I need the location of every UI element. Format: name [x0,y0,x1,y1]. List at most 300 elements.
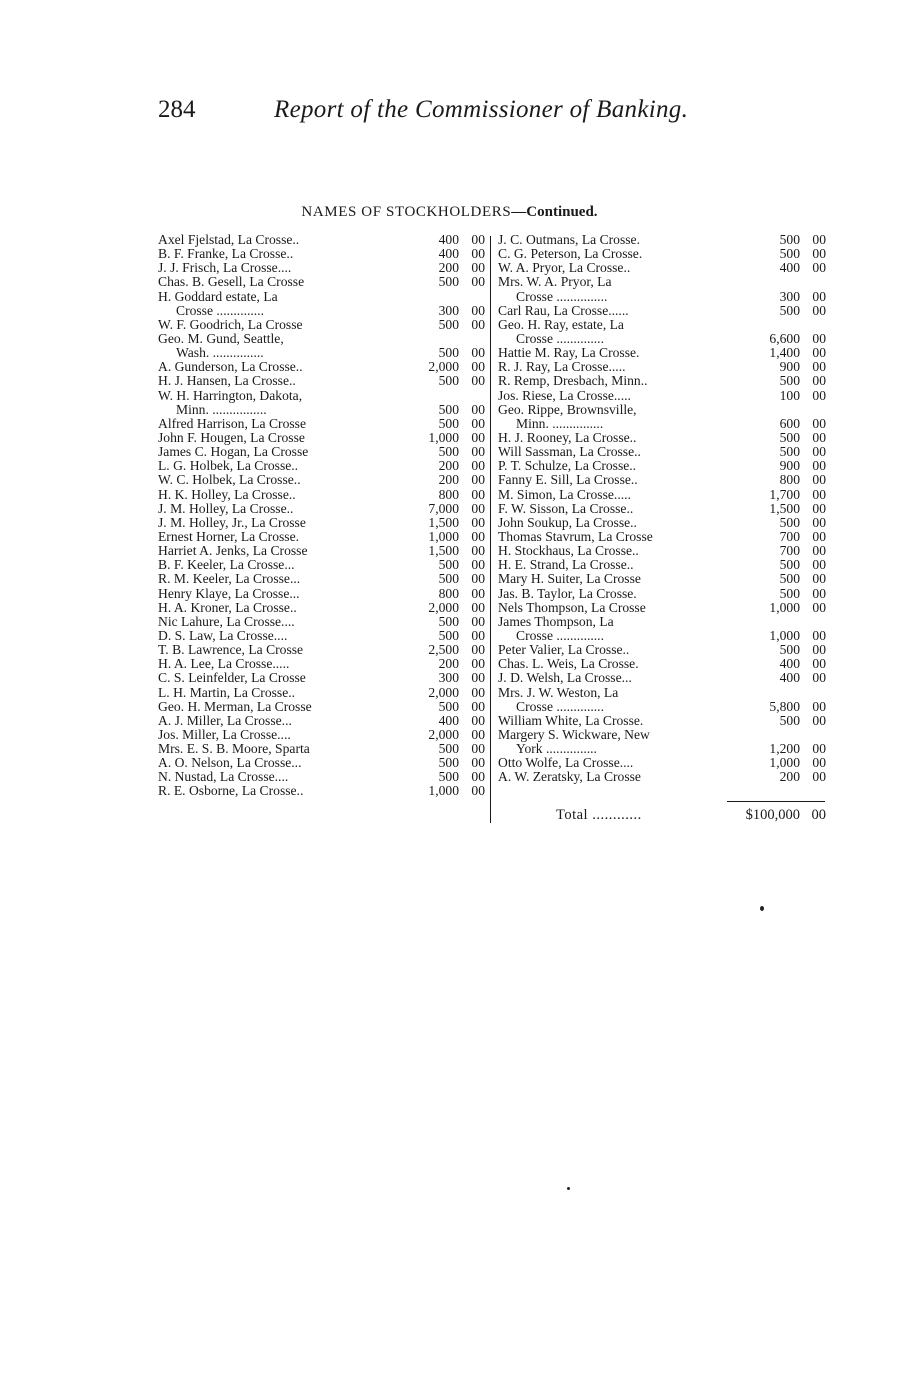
share-amount-dollars: 400 [438,712,459,728]
stockholder-row [158,304,485,318]
stockholder-name: Crosse .............. [516,628,604,643]
stockholder-row [158,332,485,346]
section-continued: —Continued. [511,204,598,220]
share-amount-cents [806,615,826,629]
share-amount-dollars: 300 [438,302,459,318]
share-amount-cents: 00 [471,557,485,573]
share-amount-dollars [401,389,459,403]
share-amount-dollars: 500 [779,557,800,573]
share-amount-dollars: 500 [438,415,459,431]
share-amount-cents [806,728,826,742]
stockholder-name: R. J. Ray, La Crosse..... [498,360,626,375]
stockholder-row [158,516,485,530]
share-amount-cents: 00 [471,783,485,799]
stockholder-row [158,403,485,417]
stockholder-name: Geo. Rippe, Brownsville, [498,402,637,417]
stockholder-row [158,502,485,516]
share-amount-dollars: 500 [779,514,800,530]
share-amount-cents: 00 [812,444,826,460]
stockholders-left-column [158,233,485,799]
share-amount-dollars: 500 [438,741,459,757]
stockholder-name: Crosse .............. [176,303,264,318]
stockholder-name: Henry Klaye, La Crosse... [158,586,300,601]
stockholder-name: H. Stockhaus, La Crosse.. [498,544,639,559]
share-amount-cents [465,290,485,304]
share-amount-cents: 00 [812,514,826,530]
stockholder-name: D. S. Law, La Crosse.... [158,628,288,643]
stockholder-row [158,770,485,784]
share-amount-dollars: 400 [438,246,459,262]
stockholder-name: Jas. B. Taylor, La Crosse. [498,586,637,601]
share-amount-cents: 00 [812,429,826,445]
stockholder-row [498,473,826,487]
report-title: Report of the Commissioner of Banking. [274,96,689,123]
share-amount-cents: 00 [471,613,485,629]
share-amount-cents: 00 [812,557,826,573]
stockholder-name: H. Goddard estate, La [158,289,278,304]
share-amount-dollars [401,332,459,346]
stockholder-row [158,233,485,247]
share-amount-dollars: 1,000 [769,627,800,643]
stockholder-name: James C. Hogan, La Crosse [158,445,309,460]
stockholder-row [498,728,826,742]
stockholder-row [498,346,826,360]
stockholder-row [498,275,826,289]
stockholder-name: Wash. ............... [176,346,264,361]
share-amount-dollars: 1,700 [769,486,800,502]
share-amount-dollars: 2,000 [428,726,459,742]
share-amount-dollars: 400 [438,232,459,247]
share-amount-dollars: 700 [779,528,800,544]
share-amount-dollars: 200 [438,458,459,474]
stockholder-name: R. M. Keeler, La Crosse... [158,572,301,587]
stockholder-row [498,657,826,671]
share-amount-dollars: 500 [779,302,800,318]
stockholder-row [498,431,826,445]
stockholder-row [498,304,826,318]
stockholder-row [498,374,826,388]
share-amount-dollars: 2,000 [428,684,459,700]
stockholder-row [158,558,485,572]
stockholder-name: R. Remp, Dresbach, Minn.. [498,374,648,389]
share-amount-cents: 00 [812,528,826,544]
share-amount-dollars [720,686,800,700]
share-amount-dollars: 1,500 [428,514,459,530]
stockholder-row [158,728,485,742]
share-amount-dollars: 100 [779,387,800,403]
stockholder-row [498,261,826,275]
stockholder-name: Otto Wolfe, La Crosse.... [498,756,634,771]
share-amount-dollars [720,615,800,629]
stockholder-row [498,572,826,586]
share-amount-dollars: 500 [779,246,800,262]
stockholder-row [498,671,826,685]
share-amount-cents: 00 [471,528,485,544]
stockholder-name: Jos. Riese, La Crosse..... [498,388,631,403]
share-amount-dollars: 500 [779,712,800,728]
share-amount-cents: 00 [471,514,485,530]
share-amount-dollars: 800 [438,585,459,601]
share-amount-cents [465,332,485,346]
share-amount-dollars: 700 [779,543,800,559]
stockholder-name: Mrs. W. A. Pryor, La [498,275,612,290]
share-amount-dollars: 500 [438,316,459,332]
stockholder-name: J. M. Holley, Jr., La Crosse [158,515,306,530]
stockholder-row [158,601,485,615]
share-amount-dollars: 1,400 [769,345,800,361]
share-amount-dollars: 1,000 [428,429,459,445]
share-amount-cents: 00 [471,670,485,686]
share-amount-dollars: 500 [779,429,800,445]
stockholder-name: B. F. Keeler, La Crosse... [158,558,295,573]
stockholder-name: Nic Lahure, La Crosse.... [158,614,295,629]
stockholder-name: L. G. Holbek, La Crosse.. [158,459,299,474]
share-amount-cents: 00 [471,472,485,488]
share-amount-dollars: 200 [438,260,459,276]
stockholder-row [498,247,826,261]
stockholder-row [498,516,826,530]
share-amount-cents: 00 [812,260,826,276]
share-amount-dollars: 500 [779,373,800,389]
share-amount-dollars: 800 [779,472,800,488]
share-amount-dollars: 500 [438,627,459,643]
stockholder-row [498,700,826,714]
stockholder-name: J. D. Welsh, La Crosse... [498,671,632,686]
share-amount-cents: 00 [471,486,485,502]
ink-speck [760,906,764,911]
section-heading [0,204,899,221]
share-amount-cents [806,275,826,289]
stockholder-row [158,261,485,275]
share-amount-dollars: 7,000 [428,500,459,516]
share-amount-cents: 00 [471,599,485,615]
stockholder-name: W. H. Harrington, Dakota, [158,388,303,403]
share-amount-cents: 00 [471,302,485,318]
stockholder-row [158,389,485,403]
share-amount-cents: 00 [471,726,485,742]
stockholder-row [498,502,826,516]
stockholder-name: A. W. Zeratsky, La Crosse [498,770,641,785]
share-amount-dollars: 500 [438,401,459,417]
stockholder-name: Hattie M. Ray, La Crosse. [498,346,640,361]
stockholder-row [498,629,826,643]
share-amount-dollars: 1,500 [428,543,459,559]
stockholder-name: C. S. Leinfelder, La Crosse [158,671,306,686]
stockholder-row [158,544,485,558]
share-amount-cents: 00 [471,401,485,417]
stockholder-name: Geo. H. Merman, La Crosse [158,699,312,714]
share-amount-dollars: 1,000 [769,599,800,615]
share-amount-dollars: 600 [779,415,800,431]
stockholder-name: W. A. Pryor, La Crosse.. [498,261,631,276]
stockholder-name: Minn. ................ [176,402,267,417]
stockholder-name: Ernest Horner, La Crosse. [158,529,300,544]
share-amount-cents: 00 [471,444,485,460]
share-amount-dollars: 500 [779,444,800,460]
stockholder-name: Mary H. Suiter, La Crosse [498,572,641,587]
share-amount-cents [806,318,826,332]
page-number: 284 [158,96,196,123]
stockholder-row [158,488,485,502]
share-amount-cents: 00 [471,373,485,389]
stockholder-row [158,346,485,360]
stockholder-row [158,431,485,445]
stockholder-row [158,700,485,714]
stockholder-row [158,756,485,770]
share-amount-cents: 00 [471,359,485,375]
share-amount-dollars: 1,000 [428,528,459,544]
stockholder-name: H. A. Lee, La Crosse..... [158,657,290,672]
stockholder-name: Alfred Harrison, La Crosse [158,416,306,431]
stockholder-row [158,572,485,586]
share-amount-cents: 00 [471,755,485,771]
total-rule [727,801,825,802]
share-amount-cents: 00 [471,571,485,587]
share-amount-cents: 00 [812,458,826,474]
share-amount-dollars [720,728,800,742]
share-amount-dollars: 2,500 [428,642,459,658]
share-amount-cents: 00 [812,642,826,658]
stockholder-row [158,417,485,431]
share-amount-dollars [720,403,800,417]
stockholder-row [498,445,826,459]
stockholder-row [498,318,826,332]
share-amount-cents: 00 [812,571,826,587]
share-amount-dollars: 500 [438,373,459,389]
stockholder-row [498,530,826,544]
stockholder-row [498,587,826,601]
share-amount-dollars: 400 [779,656,800,672]
stockholder-name: Thomas Stavrum, La Crosse [498,529,653,544]
total-cents: 00 [811,807,826,823]
total-row [556,807,826,824]
share-amount-cents: 00 [812,302,826,318]
stockholder-name: P. T. Schulze, La Crosse.. [498,459,637,474]
share-amount-cents: 00 [471,429,485,445]
share-amount-cents: 00 [471,741,485,757]
stockholder-name: F. W. Sisson, La Crosse.. [498,501,634,516]
stockholder-row [158,473,485,487]
share-amount-dollars: 200 [438,656,459,672]
share-amount-cents: 00 [471,458,485,474]
share-amount-cents: 00 [471,500,485,516]
share-amount-dollars [720,275,800,289]
share-amount-cents: 00 [471,642,485,658]
stockholder-row [158,671,485,685]
share-amount-dollars: 6,600 [769,330,800,346]
stockholder-row [498,742,826,756]
stockholder-row [498,643,826,657]
share-amount-dollars: 300 [779,288,800,304]
stockholder-name: J. M. Holley, La Crosse.. [158,501,294,516]
stockholder-name: A. O. Nelson, La Crosse... [158,756,302,771]
share-amount-dollars: 500 [438,444,459,460]
stockholder-row [498,615,826,629]
share-amount-cents: 00 [471,260,485,276]
share-amount-cents: 00 [812,670,826,686]
stockholder-name: A. Gunderson, La Crosse.. [158,360,303,375]
stockholder-name: Geo. M. Gund, Seattle, [158,331,284,346]
stockholder-name: J. J. Frisch, La Crosse.... [158,261,292,276]
ink-speck [567,1187,570,1190]
share-amount-cents: 00 [471,345,485,361]
stockholder-name: Margery S. Wickware, New [498,727,650,742]
stockholder-name: H. K. Holley, La Crosse.. [158,487,296,502]
share-amount-dollars: 500 [438,571,459,587]
share-amount-cents [806,686,826,700]
stockholder-row [498,770,826,784]
share-amount-cents: 00 [812,373,826,389]
share-amount-cents: 00 [812,769,826,785]
share-amount-cents: 00 [471,684,485,700]
share-amount-dollars [401,290,459,304]
share-amount-dollars: 500 [438,613,459,629]
share-amount-cents: 00 [471,585,485,601]
stockholder-name: Will Sassman, La Crosse.. [498,445,641,460]
share-amount-cents: 00 [812,585,826,601]
stockholder-row [158,714,485,728]
share-amount-cents: 00 [471,769,485,785]
share-amount-dollars: 5,800 [769,698,800,714]
stockholder-row [158,742,485,756]
stockholder-name: W. C. Holbek, La Crosse.. [158,473,301,488]
share-amount-dollars: 1,000 [769,755,800,771]
stockholder-row [158,247,485,261]
share-amount-cents: 00 [471,316,485,332]
stockholder-name: Fanny E. Sill, La Crosse.. [498,473,638,488]
share-amount-cents: 00 [812,288,826,304]
share-amount-cents: 00 [471,712,485,728]
stockholder-row [158,374,485,388]
share-amount-cents: 00 [812,387,826,403]
share-amount-dollars: 400 [779,260,800,276]
stockholder-name: Mrs. E. S. B. Moore, Sparta [158,742,310,757]
share-amount-dollars: 1,200 [769,741,800,757]
stockholders-right-column [498,233,826,784]
stockholder-row [158,459,485,473]
stockholder-row [158,275,485,289]
share-amount-dollars: 500 [438,755,459,771]
stockholder-name: L. H. Martin, La Crosse.. [158,685,296,700]
share-amount-dollars: 500 [438,274,459,290]
share-amount-dollars: 900 [779,458,800,474]
stockholder-name: John Soukup, La Crosse.. [498,515,637,530]
share-amount-dollars: 2,000 [428,359,459,375]
share-amount-cents [465,389,485,403]
stockholder-name: Harriet A. Jenks, La Crosse [158,544,308,559]
stockholder-row [158,445,485,459]
share-amount-dollars: 1,000 [428,783,459,799]
stockholder-name: William White, La Crosse. [498,713,644,728]
share-amount-dollars: 500 [779,642,800,658]
stockholder-name: C. G. Peterson, La Crosse. [498,247,643,262]
stockholder-row [158,629,485,643]
stockholder-row [158,530,485,544]
stockholder-row [498,290,826,304]
stockholder-row [498,686,826,700]
stockholder-row [158,290,485,304]
total-amount: $100,000 [745,807,800,823]
share-amount-cents: 00 [471,246,485,262]
stockholder-name: Peter Valier, La Crosse.. [498,643,630,658]
stockholder-name: H. J. Hansen, La Crosse.. [158,374,296,389]
stockholder-row [498,756,826,770]
share-amount-dollars: 500 [438,345,459,361]
share-amount-cents: 00 [812,755,826,771]
stockholder-row [158,318,485,332]
share-amount-cents: 00 [812,599,826,615]
stockholder-name: Mrs. J. W. Weston, La [498,685,619,700]
stockholder-name: A. J. Miller, La Crosse... [158,713,292,728]
share-amount-dollars: 500 [438,698,459,714]
stockholder-row [498,417,826,431]
stockholder-name: Carl Rau, La Crosse...... [498,303,629,318]
stockholder-row [498,389,826,403]
share-amount-dollars: 500 [779,585,800,601]
stockholder-row [498,233,826,247]
share-amount-dollars: 500 [438,557,459,573]
column-divider [490,236,491,823]
share-amount-cents: 00 [812,472,826,488]
stockholder-name: M. Simon, La Crosse..... [498,487,631,502]
stockholder-row [498,459,826,473]
share-amount-dollars: 1,500 [769,500,800,516]
share-amount-cents: 00 [471,627,485,643]
stockholder-row [158,615,485,629]
stockholder-row [498,332,826,346]
stockholder-row [498,544,826,558]
stockholder-name: N. Nustad, La Crosse.... [158,770,289,785]
stockholder-name: Jos. Miller, La Crosse.... [158,727,291,742]
share-amount-cents: 00 [812,741,826,757]
stockholder-name: W. F. Goodrich, La Crosse [158,317,303,332]
share-amount-dollars: 500 [779,571,800,587]
share-amount-dollars: 200 [438,472,459,488]
stockholder-row [498,488,826,502]
share-amount-cents: 00 [812,627,826,643]
total-label: Total ............ [556,807,642,823]
stockholder-row [498,714,826,728]
share-amount-dollars: 800 [438,486,459,502]
share-amount-cents: 00 [471,232,485,247]
share-amount-cents: 00 [471,656,485,672]
share-amount-cents: 00 [812,330,826,346]
share-amount-cents: 00 [812,359,826,375]
stockholder-name: T. B. Lawrence, La Crosse [158,643,304,658]
share-amount-cents: 00 [471,415,485,431]
stockholder-name: H. E. Strand, La Crosse.. [498,558,634,573]
stockholder-name: Crosse .............. [516,331,604,346]
section-heading-text: NAMES OF STOCKHOLDERS [301,204,512,220]
stockholder-name: Chas. L. Weis, La Crosse. [498,657,639,672]
stockholder-row [498,601,826,615]
share-amount-dollars: 500 [438,769,459,785]
share-amount-cents: 00 [812,656,826,672]
share-amount-dollars: 900 [779,359,800,375]
stockholder-row [158,657,485,671]
stockholder-name: York ............... [516,742,597,757]
share-amount-cents: 00 [812,486,826,502]
stockholder-row [158,360,485,374]
stockholder-name: R. E. Osborne, La Crosse.. [158,784,304,799]
stockholder-name: Axel Fjelstad, La Crosse.. [158,233,300,247]
stockholder-name: J. C. Outmans, La Crosse. [498,233,640,247]
share-amount-cents: 00 [471,698,485,714]
share-amount-dollars: 200 [779,769,800,785]
share-amount-cents: 00 [471,274,485,290]
stockholder-name: James Thompson, La [498,614,614,629]
share-amount-cents: 00 [812,232,826,247]
